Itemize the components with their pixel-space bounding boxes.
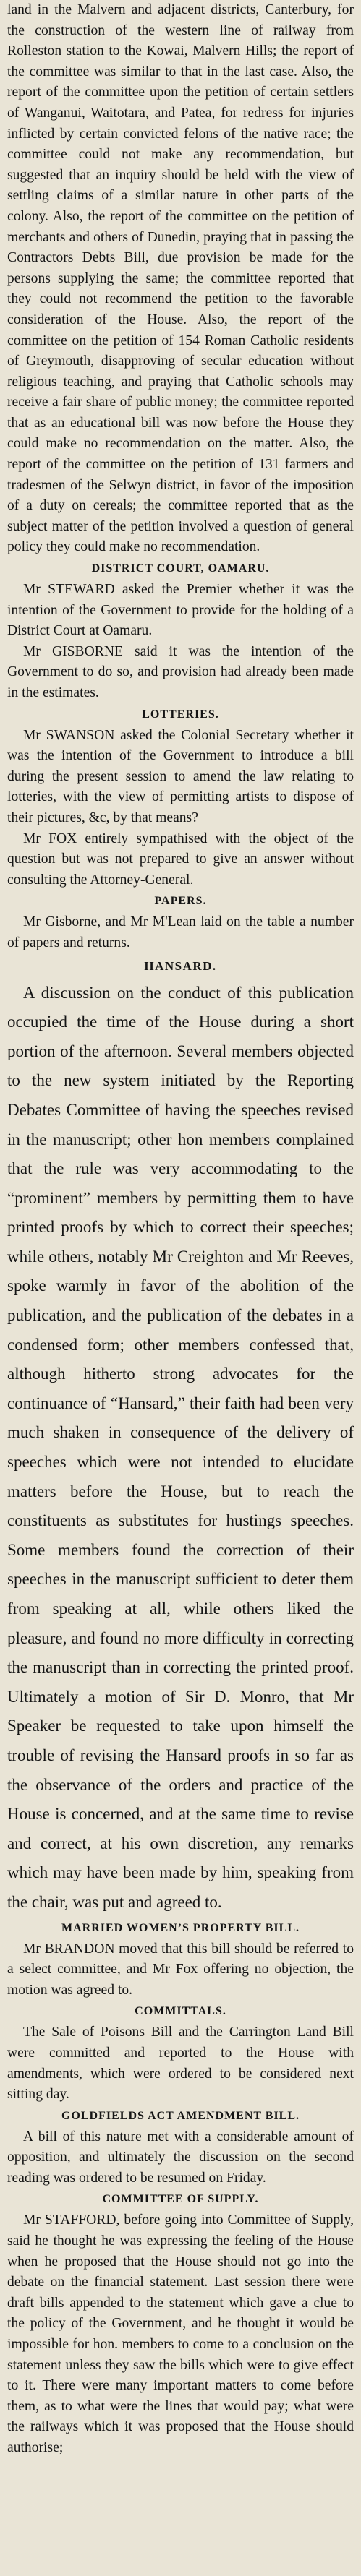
stafford-paragraph: Mr STAFFORD, before going into Committee of Supply, said he thought he was expressing the feeling of the House when he proposed that the House should not go into the debate on the financial statement. Last session there were draft bills appended to the statement which gave a clue to the policy of the Government, and he thought it would be impossible for hon. members to come to a conclusion on the statement unless they saw the bills which were to give effect to it. There were many important matters to come before them, as to what were the lines that would pay; what were the railways which it was proposed that the House should authorise; [7, 2212, 354, 2455]
goldfields-heading: GOLDFIELDS ACT AMENDMENT BILL. [61, 2109, 300, 2122]
fox-reply-paragraph: Mr FOX entirely sympathised with the object of the question but was not prepared to give an answer without consulting the Attorney-General. [7, 830, 354, 888]
committals-paragraph: The Sale of Poisons Bill and the Carrington Land Bill were committed and reported to the House with amendments, which were ordered to be considered next sitting day. [7, 2025, 354, 2103]
committee-of-supply-heading: COMMITTEE OF SUPPLY. [102, 2193, 259, 2206]
papers-paragraph: Mr Gisborne, and Mr M'Lean laid on the table a number of papers and returns. [7, 914, 354, 950]
goldfields-paragraph: A bill of this nature met with a considerable amount of opposition, and ultimately the discussion on the second reading was ordered to be resumed on Friday. [7, 2129, 354, 2186]
gisborne-reply-paragraph: Mr GISBORNE said it was the intention of the Government to do so, and provision had already been made in the estimates. [7, 643, 354, 700]
brandon-motion-paragraph: Mr BRANDON moved that this bill should be referred to a select committee, and Mr Fox offering no objection, the motion was agreed to. [7, 1941, 354, 1998]
married-womens-property-heading: MARRIED WOMEN’S PROPERTY BILL. [61, 1921, 300, 1934]
committals-heading: COMMITTALS. [135, 2005, 226, 2018]
newspaper-column [7, 0, 354, 2459]
swanson-question-paragraph: Mr SWANSON asked the Colonial Secretary whether it was the intention of the Government to introduce a bill during the present session to amend the law relating to lotteries, with the view of permitting artists to dispose of their pictures, &c, by that means? [7, 727, 354, 825]
hansard-paragraph: A discussion on the conduct of this publication occupied the time of the House during a short portion of the afternoon. Several members objected to the new system initiated by the Reporting Debates Committee of having the speeches revised in the manuscript; other hon members complained that the rule was very accommodating to the “prominent” members by permitting them to have printed proofs by which to correct their speeches; while others, notably Mr Creighton and Mr Reeves, spoke warmly in favor of the abolition of the publication, and the publication of the debates in a condensed form; other members confessed that, although hitherto strong advocates for the continuance of “Hansard,” their faith had been very much shaken in consequence of the delivery of speeches which were not intended to elucidate matters before the House, but to reach the constituents as substitutes for hustings speeches. Some members found the correction of their speeches in the manuscript sufficient to deter them from speaking at all, while others liked the pleasure, and found no more difficulty in correcting the manuscript than in correcting the printed proof. Ultimately a motion of Sir D. Monro, that Mr Speaker be requested to take upon himself the trouble of revising the Hansard proofs in so far as the observance of the orders and practice of the House is concerned, and at the same time to revise and correct, at his own discretion, any remarks which may have been made by him, speaking from the chair, was put and agreed to. [7, 983, 354, 1911]
district-court-heading: DISTRICT COURT, OAMARU. [91, 562, 270, 575]
lotteries-heading: LOTTERIES. [142, 708, 219, 721]
hansard-heading: HANSARD. [144, 958, 217, 973]
petitions-report-paragraph: land in the Malvern and adjacent districts, Canterbury, for the construction of the western line of railway from Rolleston station to the Kowai, Malvern Hills; the report of the committee was similar to that in the last case. Also, the report of the committee upon the petition of certain settlers of Wanganui, Waitotara, and Patea, for redress for injuries inflicted by certain convicted felons of the native race; the committee could not make any recommendation, but suggested that an inquiry should be held with the view of settling claims of a similar nature in other parts of the colony. Also, the report of the committee on the petition of merchants and others of Dunedin, praying that in passing the Contractors Debts Bill, due provision be made for the persons supplying the same; the committee reported that they could not recommend the petition to the favorable consideration of the House. Also, the report of the committee on the petition of 154 Roman Catholic residents of Greymouth, disapproving of secular education without religious teaching, and praying that Catholic schools may receive a fair share of public money; the committee reported that as an educational bill was now before the House they could make no recommendation on the matter. Also, the report of the committee on the petition of 131 farmers and tradesmen of the Selwyn district, in favor of the imposition of a duty on cereals; the committee reported that as the subject matter of the petition involved a question of general policy they could make no recommendation. [7, 2, 354, 555]
steward-question-paragraph: Mr STEWARD asked the Premier whether it was the intention of the Government to provide for the holding of a District Court at Oamaru. [7, 582, 354, 639]
papers-heading: PAPERS. [154, 895, 207, 908]
